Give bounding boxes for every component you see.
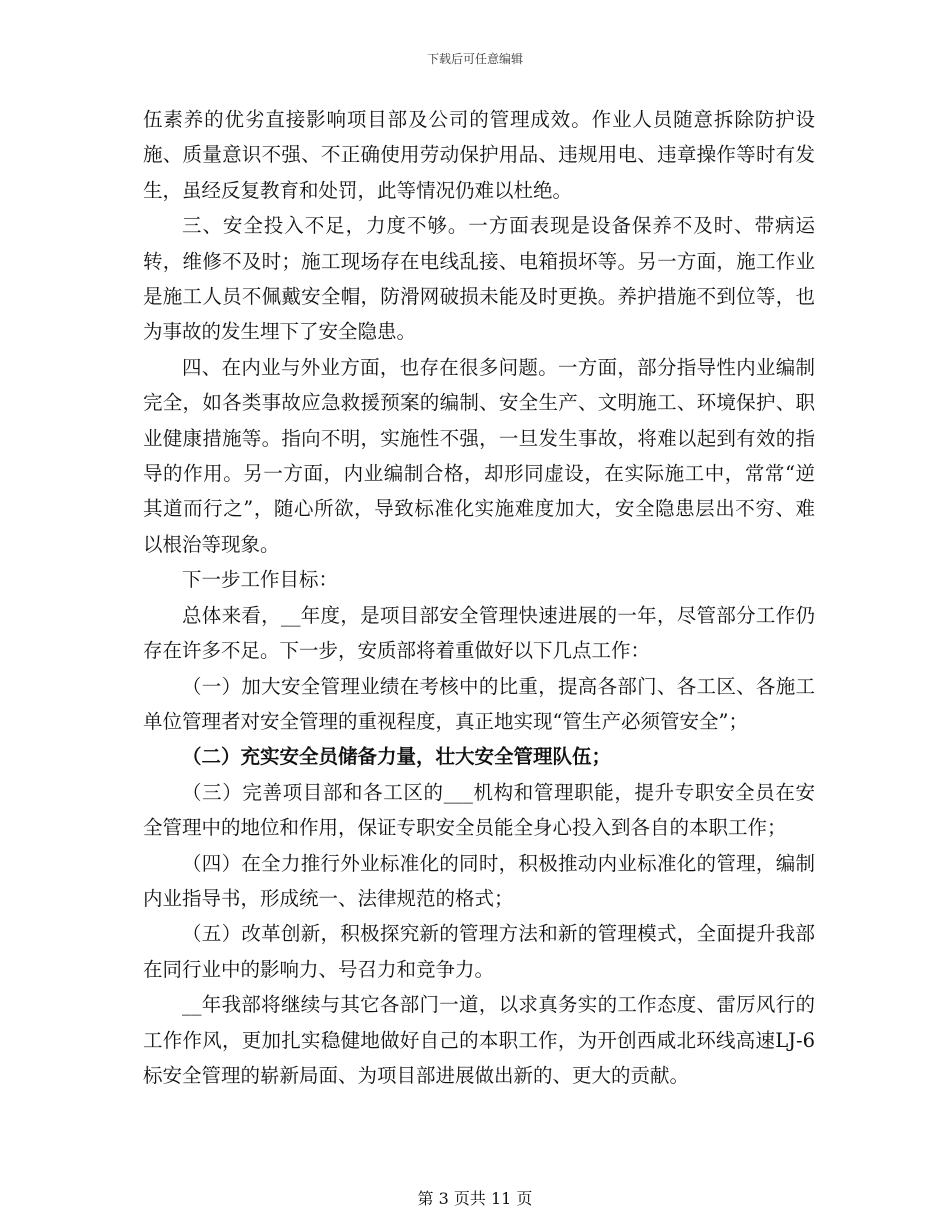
paragraph-3: 四、在内业与外业方面，也存在很多问题。一方面，部分指导性内业编制完全，如各类事故应急救援预案的编制、安全生产、文明施工、环境保护、职业健康措施等。指向不明，实施性不强，一旦发生事故，将难以起到有效的指导的作用。另一方面，内业编制合格，却形同虚设，在实际施工中，常常“逆其道而行之”，随心所欲，导致标准化实施难度加大，安全隐患层出不穷、难以根治等现象。 [143, 355, 815, 556]
page-number: 第 3 页共 11 页 [417, 1189, 533, 1208]
paragraph-5: 总体来看，__年度，是项目部安全管理快速进展的一年，尽管部分工作仍存在许多不足。下一步，安质部将着重做好以下几点工作： [143, 603, 815, 663]
document-body [143, 102, 815, 1093]
section-heading-next-goals: 下一步工作目标： [182, 568, 339, 592]
page-header: 下载后可任意编辑 [426, 52, 523, 66]
closing-paragraph: __年我部将继续与其它各部门一道，以求真务实的工作态度、雷厉风行的工作作风，更加扎实稳健地做好自己的本职工作，为开创西咸北环线高速LJ-6标安全管理的崭新局面、为项目部进展做出新的、更大的贡献。 [143, 993, 815, 1087]
list-item-5: （五）改革创新，积极探究新的管理方法和新的管理模式，全面提升我部在同行业中的影响力、号召力和竞争力。 [143, 922, 815, 981]
paragraph-2: 三、安全投入不足，力度不够。一方面表现是设备保养不及时、带病运转，维修不及时；施工现场存在电线乱接、电箱损坏等。另一方面，施工作业是施工人员不佩戴安全帽，防滑网破损未能及时更换。养护措施不到位等，也为事故的发生埋下了安全隐患。 [143, 214, 815, 344]
list-item-1: （一）加大安全管理业绩在考核中的比重，提高各部门、各工区、各施工单位管理者对安全管理的重视程度，真正地实现“管生产必须管安全”； [143, 674, 815, 733]
list-item-2: （二）充实安全员储备力量，壮大安全管理队伍； [182, 745, 612, 769]
list-item-3: （三）完善项目部和各工区的___机构和管理职能，提升专职安全员在安全管理中的地位和作用，保证专职安全员能全身心投入到各自的本职工作； [143, 780, 815, 840]
paragraph-1: 伍素养的优劣直接影响项目部及公司的管理成效。作业人员随意拆除防护设施、质量意识不强、不正确使用劳动保护用品、违规用电、违章操作等时有发生，虽经反复教育和处罚，此等情况仍难以杜绝。 [143, 108, 815, 202]
list-item-4: （四）在全力推行外业标准化的同时，积极推动内业标准化的管理，编制内业指导书，形成统一、法律规范的格式； [143, 851, 815, 910]
